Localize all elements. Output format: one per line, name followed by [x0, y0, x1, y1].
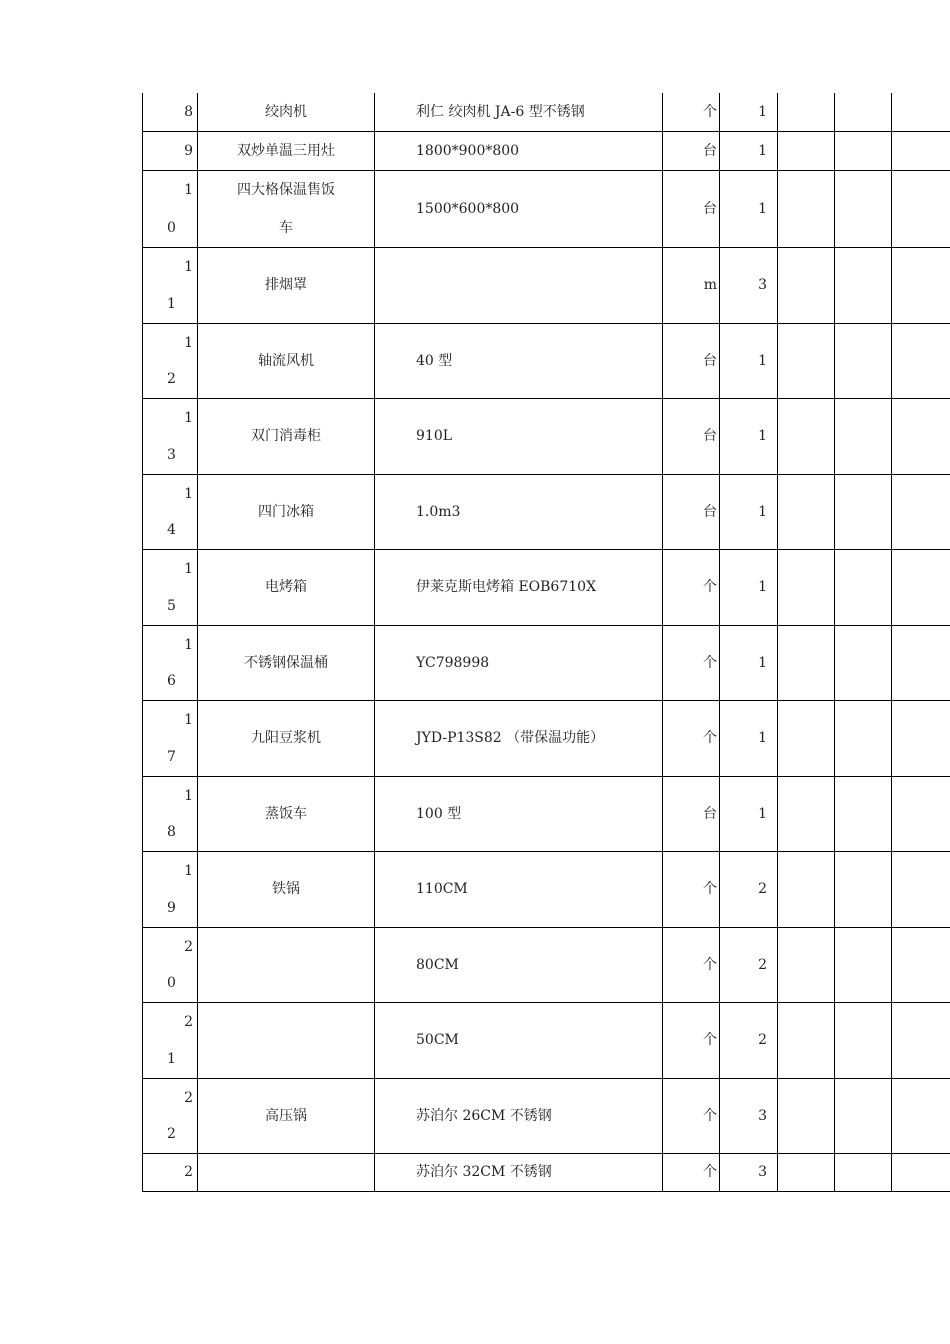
table-row — [143, 625, 950, 700]
amount-cell — [835, 247, 892, 323]
amount-cell — [835, 131, 892, 170]
item-qty-cell — [720, 93, 778, 131]
item-unit-cell — [663, 700, 720, 776]
item-qty: 2 — [758, 881, 767, 897]
item-unit-cell — [663, 1002, 720, 1078]
item-name: 双炒单温三用灶 — [237, 142, 335, 159]
row-number-bottom: 6 — [167, 672, 176, 689]
row-number-bottom: 8 — [167, 823, 176, 840]
item-name: 九阳豆浆机 — [251, 730, 321, 746]
table-row — [143, 851, 950, 927]
item-unit-cell — [663, 131, 720, 170]
price-cell — [778, 1078, 835, 1153]
item-unit: 个 — [703, 881, 717, 897]
row-number-cell — [143, 776, 198, 851]
item-spec-cell — [375, 1078, 663, 1153]
item-name-cell — [198, 927, 375, 1002]
table-row — [143, 323, 950, 398]
item-unit: 台 — [703, 142, 717, 159]
item-qty: 2 — [758, 956, 767, 973]
item-spec: 苏泊尔 32CM 不锈钢 — [416, 1164, 552, 1180]
item-name: 蒸饭车 — [265, 805, 307, 822]
price-cell — [778, 927, 835, 1002]
row-number-bottom: 1 — [167, 295, 176, 312]
item-spec: 50CM — [416, 1032, 459, 1048]
amount-cell — [835, 323, 892, 398]
item-unit-cell — [663, 1078, 720, 1153]
row-number-bottom: 2 — [167, 370, 176, 387]
row-number-top: 1 — [184, 334, 193, 351]
row-number-cell — [143, 398, 198, 474]
price-cell — [778, 93, 835, 131]
row-number-bottom: 5 — [167, 597, 176, 614]
row-number-cell — [143, 927, 198, 1002]
item-spec-cell — [375, 549, 663, 625]
item-unit: 台 — [703, 805, 717, 822]
item-unit: 个 — [703, 654, 717, 671]
item-spec: 1.0m3 — [416, 503, 461, 520]
item-unit-cell — [663, 323, 720, 398]
row-number-cell — [143, 1002, 198, 1078]
item-qty-cell — [720, 851, 778, 927]
note-cell — [892, 1002, 950, 1078]
price-cell — [778, 398, 835, 474]
item-spec-cell — [375, 927, 663, 1002]
item-qty: 1 — [758, 730, 767, 746]
item-qty-cell — [720, 700, 778, 776]
item-spec: 40 型 — [416, 352, 453, 369]
item-spec-cell — [375, 851, 663, 927]
row-number-cell — [143, 1153, 198, 1191]
row-number: 9 — [184, 142, 193, 159]
table-row — [143, 398, 950, 474]
item-name: 双门消毒柜 — [251, 428, 321, 444]
item-name-cell — [198, 170, 375, 247]
item-name: 绞肉机 — [265, 103, 307, 120]
item-name-cell — [198, 1153, 375, 1191]
row-number-bottom: 2 — [167, 1125, 176, 1142]
item-spec: JYD-P13S82 （带保温功能） — [416, 730, 605, 746]
note-cell — [892, 851, 950, 927]
row-number-bottom: 9 — [167, 899, 176, 916]
item-unit: 个 — [703, 579, 717, 595]
amount-cell — [835, 776, 892, 851]
table-row — [143, 1002, 950, 1078]
row-number-cell — [143, 247, 198, 323]
row-number-bottom: 4 — [167, 521, 176, 538]
row-number-top: 2 — [184, 1089, 193, 1106]
item-name-cell — [198, 776, 375, 851]
note-cell — [892, 700, 950, 776]
table-row — [143, 776, 950, 851]
item-qty: 1 — [758, 103, 767, 120]
item-spec: 100 型 — [416, 805, 462, 822]
item-spec-cell — [375, 474, 663, 549]
amount-cell — [835, 398, 892, 474]
item-qty: 1 — [758, 503, 767, 520]
item-spec-cell — [375, 170, 663, 247]
row-number-cell — [143, 700, 198, 776]
note-cell — [892, 625, 950, 700]
row-number: 2 — [184, 1164, 193, 1180]
amount-cell — [835, 1002, 892, 1078]
item-unit-cell — [663, 398, 720, 474]
item-spec-cell — [375, 700, 663, 776]
item-qty: 1 — [758, 654, 767, 671]
price-cell — [778, 247, 835, 323]
note-cell — [892, 1078, 950, 1153]
row-number-top: 1 — [184, 181, 193, 198]
item-spec-cell — [375, 1153, 663, 1191]
item-unit: 个 — [703, 103, 717, 120]
item-unit: 台 — [703, 352, 717, 369]
item-spec-cell — [375, 1002, 663, 1078]
row-number-bottom: 1 — [167, 1050, 176, 1067]
row-number-top: 1 — [184, 711, 193, 728]
table-row — [143, 1078, 950, 1153]
amount-cell — [835, 700, 892, 776]
item-name-cell — [198, 247, 375, 323]
item-name-cell — [198, 131, 375, 170]
price-cell — [778, 1002, 835, 1078]
amount-cell — [835, 93, 892, 131]
row-number-cell — [143, 323, 198, 398]
item-spec-cell — [375, 323, 663, 398]
row-number-cell — [143, 1078, 198, 1153]
item-qty-cell — [720, 247, 778, 323]
item-name-cell — [198, 398, 375, 474]
row-number-top: 2 — [184, 1013, 193, 1030]
row-number: 8 — [184, 103, 193, 120]
item-qty-cell — [720, 474, 778, 549]
item-qty-cell — [720, 1078, 778, 1153]
note-cell — [892, 1153, 950, 1191]
item-name: 排烟罩 — [265, 277, 307, 293]
note-cell — [892, 93, 950, 131]
item-spec: 伊莱克斯电烤箱 EOB6710X — [416, 579, 597, 595]
price-cell — [778, 851, 835, 927]
table-row — [143, 927, 950, 1002]
item-name-cell — [198, 549, 375, 625]
item-qty: 1 — [758, 428, 767, 444]
item-qty: 1 — [758, 805, 767, 822]
item-unit: 个 — [703, 1107, 717, 1124]
item-unit: 台 — [703, 428, 717, 444]
table-row — [143, 1153, 950, 1191]
item-qty-cell — [720, 1002, 778, 1078]
table-row — [143, 170, 950, 247]
table-body — [143, 93, 950, 1191]
item-qty-cell — [720, 323, 778, 398]
note-cell — [892, 549, 950, 625]
item-qty-cell — [720, 1153, 778, 1191]
table-row — [143, 700, 950, 776]
item-spec: YC798998 — [416, 654, 490, 671]
row-number-cell — [143, 549, 198, 625]
item-unit-cell — [663, 927, 720, 1002]
price-cell — [778, 625, 835, 700]
item-name: 电烤箱 — [265, 579, 307, 595]
amount-cell — [835, 927, 892, 1002]
item-name: 轴流风机 — [258, 352, 314, 369]
price-cell — [778, 131, 835, 170]
item-qty-cell — [720, 776, 778, 851]
amount-cell — [835, 549, 892, 625]
row-number-top: 1 — [184, 560, 193, 577]
item-qty-cell — [720, 398, 778, 474]
row-number-top: 1 — [184, 409, 193, 426]
item-unit: 个 — [703, 730, 717, 746]
item-spec-cell — [375, 247, 663, 323]
item-name: 四门冰箱 — [258, 503, 314, 520]
price-cell — [778, 549, 835, 625]
row-number-cell — [143, 625, 198, 700]
row-number-bottom: 0 — [167, 974, 176, 991]
item-qty-cell — [720, 927, 778, 1002]
item-qty: 1 — [758, 352, 767, 369]
table-row — [143, 549, 950, 625]
row-number-cell — [143, 851, 198, 927]
table-row — [143, 247, 950, 323]
item-unit: 个 — [703, 1164, 717, 1180]
item-unit-cell — [663, 625, 720, 700]
item-qty: 3 — [758, 277, 767, 293]
item-spec: 910L — [416, 428, 453, 444]
row-number-cell — [143, 170, 198, 247]
row-number-top: 1 — [184, 258, 193, 275]
item-spec: 利仁 绞肉机 JA-6 型不锈钢 — [416, 103, 585, 120]
price-cell — [778, 170, 835, 247]
note-cell — [892, 131, 950, 170]
item-qty-cell — [720, 170, 778, 247]
item-name: 高压锅 — [265, 1107, 307, 1124]
price-cell — [778, 323, 835, 398]
amount-cell — [835, 170, 892, 247]
item-spec: 1500*600*800 — [416, 200, 520, 217]
amount-cell — [835, 474, 892, 549]
item-name-cell — [198, 323, 375, 398]
item-spec: 80CM — [416, 956, 459, 973]
item-name-cell — [198, 474, 375, 549]
item-name: 铁锅 — [272, 881, 300, 897]
item-name-cell — [198, 851, 375, 927]
row-number-top: 1 — [184, 636, 193, 653]
item-qty: 3 — [758, 1107, 767, 1124]
item-spec-cell — [375, 131, 663, 170]
item-unit-cell — [663, 247, 720, 323]
item-unit: 台 — [703, 503, 717, 520]
table-row — [143, 93, 950, 131]
amount-cell — [835, 625, 892, 700]
note-cell — [892, 776, 950, 851]
item-name-cell — [198, 1002, 375, 1078]
note-cell — [892, 927, 950, 1002]
row-number-top: 1 — [184, 862, 193, 879]
row-number-bottom: 3 — [167, 446, 176, 463]
item-name: 不锈钢保温桶 — [244, 654, 328, 671]
note-cell — [892, 247, 950, 323]
item-unit-cell — [663, 170, 720, 247]
item-qty: 1 — [758, 579, 767, 595]
item-unit: 台 — [703, 200, 717, 217]
row-number-cell — [143, 474, 198, 549]
item-qty: 2 — [758, 1032, 767, 1048]
item-spec: 110CM — [416, 881, 468, 897]
item-spec-cell — [375, 625, 663, 700]
row-number-cell — [143, 131, 198, 170]
price-cell — [778, 1153, 835, 1191]
item-unit-cell — [663, 93, 720, 131]
item-unit-cell — [663, 851, 720, 927]
equipment-table — [142, 93, 950, 1192]
item-unit-cell — [663, 1153, 720, 1191]
item-spec-cell — [375, 398, 663, 474]
table-row — [143, 131, 950, 170]
item-unit: 个 — [703, 1032, 717, 1048]
note-cell — [892, 170, 950, 247]
item-spec-cell — [375, 776, 663, 851]
item-spec: 苏泊尔 26CM 不锈钢 — [416, 1107, 552, 1124]
row-number-bottom: 7 — [167, 748, 176, 765]
item-spec: 1800*900*800 — [416, 142, 520, 159]
item-unit-cell — [663, 776, 720, 851]
item-name: 四大格保温售饭 — [237, 181, 335, 198]
item-unit-cell — [663, 474, 720, 549]
note-cell — [892, 474, 950, 549]
item-qty-cell — [720, 549, 778, 625]
item-qty: 1 — [758, 200, 767, 217]
amount-cell — [835, 851, 892, 927]
price-cell — [778, 474, 835, 549]
item-spec-cell — [375, 93, 663, 131]
price-cell — [778, 700, 835, 776]
note-cell — [892, 398, 950, 474]
row-number-top: 1 — [184, 787, 193, 804]
item-qty-cell — [720, 131, 778, 170]
amount-cell — [835, 1153, 892, 1191]
amount-cell — [835, 1078, 892, 1153]
item-unit: 个 — [703, 956, 717, 973]
row-number-top: 1 — [184, 485, 193, 502]
table-row — [143, 474, 950, 549]
item-name-cell — [198, 1078, 375, 1153]
item-name-cont: 车 — [279, 219, 293, 236]
item-unit: m — [703, 277, 717, 293]
item-qty-cell — [720, 625, 778, 700]
row-number-cell — [143, 93, 198, 131]
price-cell — [778, 776, 835, 851]
item-name-cell — [198, 625, 375, 700]
item-name-cell — [198, 700, 375, 776]
item-qty: 1 — [758, 142, 767, 159]
item-unit-cell — [663, 549, 720, 625]
row-number-top: 2 — [184, 938, 193, 955]
row-number-bottom: 0 — [167, 219, 176, 236]
item-qty: 3 — [758, 1164, 767, 1180]
note-cell — [892, 323, 950, 398]
item-name-cell — [198, 93, 375, 131]
